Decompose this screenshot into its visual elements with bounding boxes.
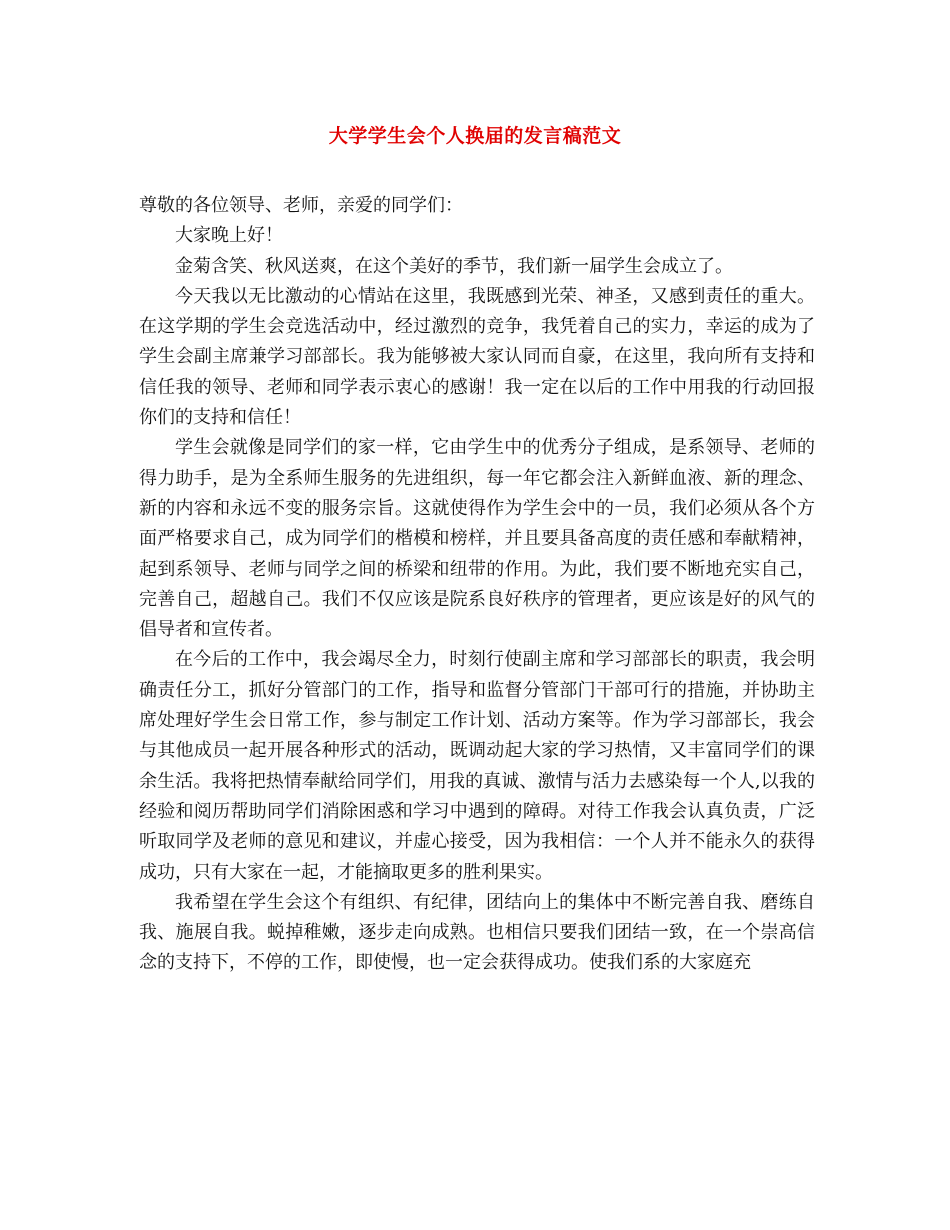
salutation-paragraph: 尊敬的各位领导、老师，亲爱的同学们： [139,195,463,216]
greeting-paragraph: 大家晚上好！ [175,225,283,247]
body-paragraph: 今天我以无比激动的心情站在这里，我既感到光荣、神圣，又感到责任的重大。在这学期的学生会竞选活动中，经过激烈的竞争，我凭着自己的实力，幸运的成为了学生会副主席兼学习部部长。我为能够被大家认同而自豪，在这里，我向所有支持和信任我的领导、老师和同学表示衷心的感谢！我一定在以后的工作中用我的行动回报你们的支持和信任！ [139,285,815,429]
body-paragraph: 学生会就像是同学们的家一样，它由学生中的优秀分子组成，是系领导、老师的得力助手，是为全系师生服务的先进组织，每一年它都会注入新鲜血液、新的理念、新的内容和永远不变的服务宗旨。这就使得作为学生会中的一员，我们必须从各个方面严格要求自己，成为同学们的楷模和榜样，并且要具备高度的责任感和奉献精神，起到系领导、老师与同学之间的桥梁和纽带的作用。为此，我们要不断地充实自己，完善自己，超越自己。我们不仅应该是院系良好秩序的管理者，更应该是好的风气的倡导者和宣传者。 [139,437,815,641]
body-paragraph: 在今后的工作中，我会竭尽全力，时刻行使副主席和学习部部长的职责，我会明确责任分工，抓好分管部门的工作，指导和监督分管部门干部可行的措施，并协助主席处理好学生会日常工作，参与制定工作计划、活动方案等。作为学习部部长，我会与其他成员一起开展各种形式的活动，既调动起大家的学习热情，又丰富同学们的课余生活。我将把热情奉献给同学们，用我的真诚、激情与活力去感染每一个人,以我的经验和阅历帮助同学们消除困惑和学习中遇到的障碍。对待工作我会认真负责，广泛听取同学及老师的意见和建议，并虚心接受，因为我相信：一个人并不能永久的获得成功，只有大家在一起，才能摘取更多的胜利果实。 [139,649,815,883]
document-title: 大学学生会个人换届的发言稿范文 [328,125,622,147]
body-paragraph: 金菊含笑、秋风送爽，在这个美好的季节，我们新一届学生会成立了。 [175,255,733,277]
body-paragraph: 我希望在学生会这个有组织、有纪律，团结向上的集体中不断完善自我、磨练自我、施展自我。蜕掉稚嫩，逐步走向成熟。也相信只要我们团结一致，在一个崇高信念的支持下，不停的工作，即使慢，也一定会获得成功。使我们系的大家庭充 [139,891,815,974]
document-body [139,191,815,979]
